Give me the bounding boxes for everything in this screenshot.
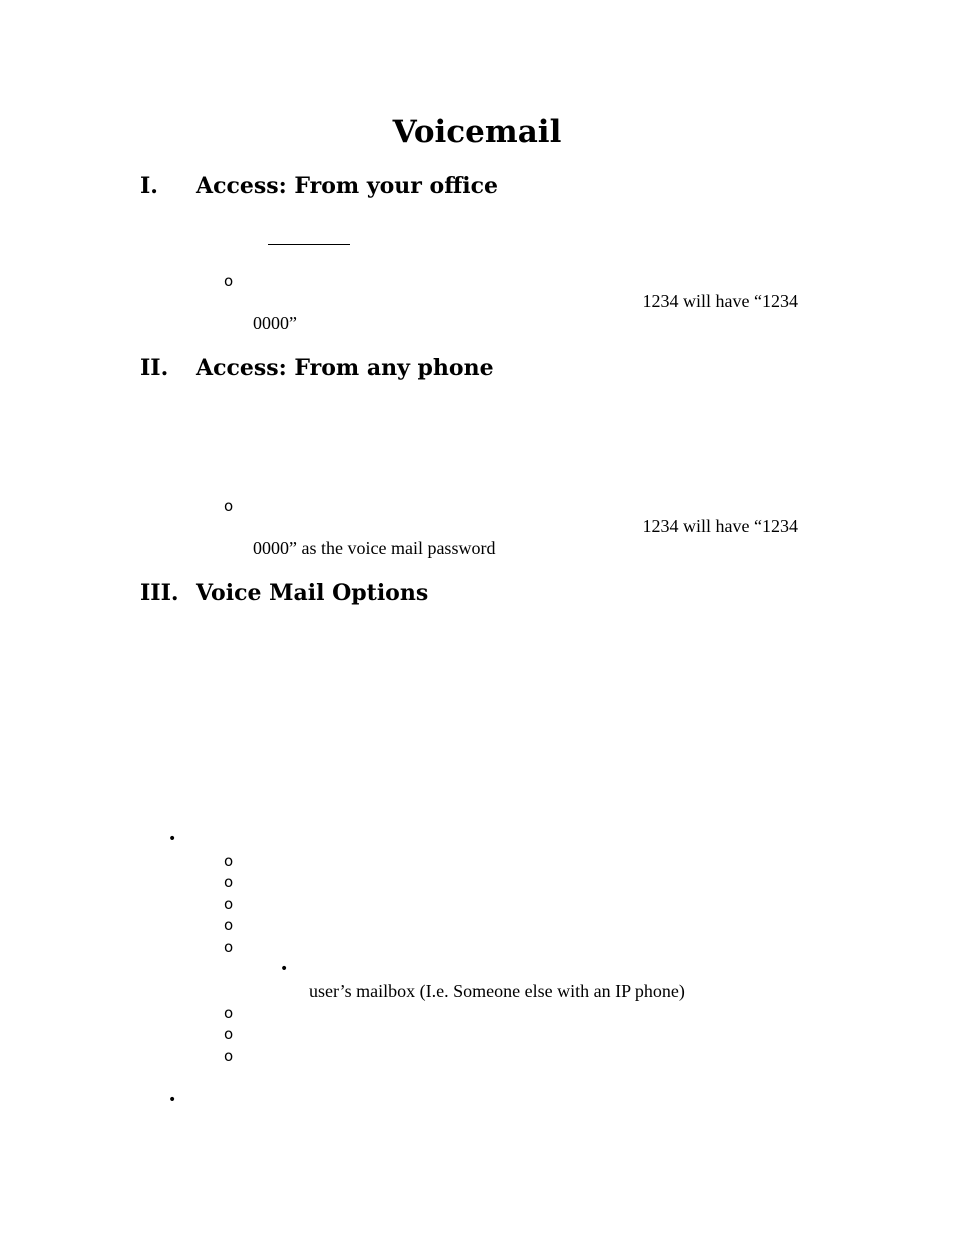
circle-bullet: o	[224, 1004, 234, 1022]
disc-bullet: •	[168, 1092, 177, 1108]
section-title: Access: From any phone	[196, 355, 494, 381]
section-number: II.	[140, 355, 169, 381]
circle-bullet: o	[224, 497, 234, 515]
office-password-note-line-1: 1234 will have “1234	[642, 291, 798, 311]
circle-bullet: o	[224, 1025, 234, 1043]
section-title: Access: From your office	[196, 173, 499, 199]
circle-bullet: o	[224, 852, 234, 870]
circle-bullet: o	[224, 272, 234, 290]
circle-bullet: o	[224, 938, 234, 956]
section-heading-any-phone-access	[140, 354, 494, 382]
remote-password-note-line-2: 0000” as the voice mail password	[253, 538, 496, 558]
disc-bullet: •	[280, 961, 289, 977]
circle-bullet: o	[224, 873, 234, 891]
section-heading-office-access	[140, 172, 498, 200]
section-number: III.	[140, 580, 179, 606]
underline-rule	[268, 244, 350, 245]
circle-bullet: o	[224, 916, 234, 934]
circle-bullet: o	[224, 895, 234, 913]
section-number: I.	[140, 173, 158, 199]
section-title: Voice Mail Options	[196, 580, 429, 606]
circle-bullet: o	[224, 1047, 234, 1065]
section-heading-voice-mail-options	[140, 579, 428, 607]
remote-password-note-line-1: 1234 will have “1234	[642, 516, 798, 536]
disc-bullet: •	[168, 831, 177, 847]
page-title: Voicemail	[392, 114, 562, 150]
mailbox-transfer-note: user’s mailbox (I.e. Someone else with an IP phone)	[309, 981, 685, 1001]
office-password-note-line-2: 0000”	[253, 313, 297, 333]
